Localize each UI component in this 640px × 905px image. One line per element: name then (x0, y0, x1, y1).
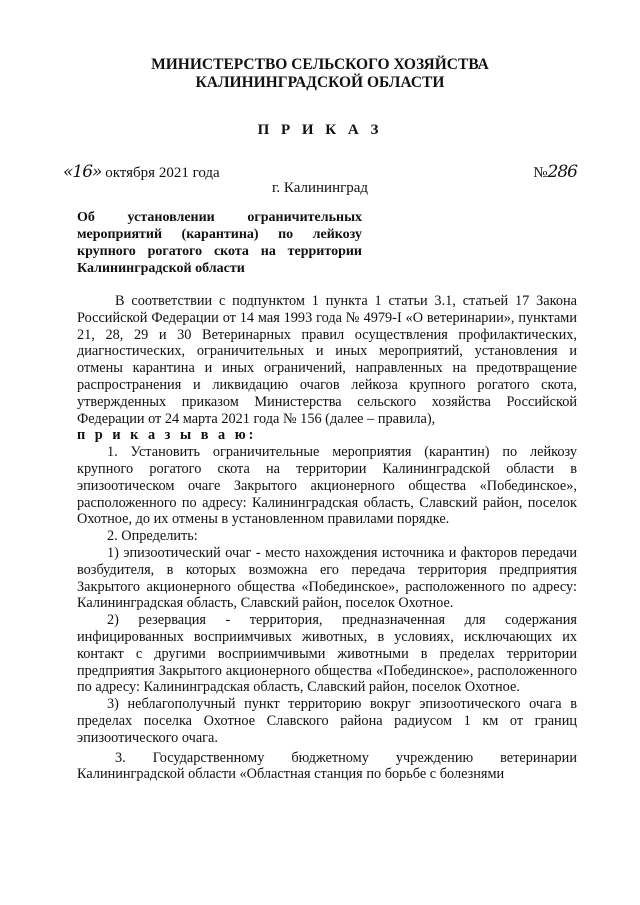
order-title: Об установлении ограничительных мероприятий (карантина) по лейкозу крупного рогатого скота на территории Калининградской области (77, 210, 362, 276)
order-word: п р и к а з ы в а ю: (77, 427, 257, 444)
item-2-1: 1) эпизоотический очаг - место нахождения источника и факторов передачи возбудителя, в которых возможна его передача территория предприятия Закрытого акционерного общества «Побединское», расположенного по адресу: Калининградская область, Славский район, поселок Охотное. (77, 544, 577, 612)
ministry-line-2: КАЛИНИНГРАДСКОЙ ОБЛАСТИ (195, 74, 445, 91)
item-1: 1. Установить ограничительные мероприятия (карантин) по лейкозу крупного рогатого скота на территории Калининградской области в эпизоотическом очаге Закрытого акционерного общества «Побединское», расположенного по адресу: Калининградская область, Славский район, поселок Охотное, до их отмены в установленном правилами порядке. (77, 444, 577, 528)
number-sign: № (533, 165, 548, 181)
item-2-3: 3) неблагополучный пункт территорию вокруг эпизоотического очага в пределах поселка Охотное Славского района радиусом 1 км от границ эпизоотического очага. (77, 696, 577, 746)
order-date (63, 162, 220, 182)
item-3: 3. Государственному бюджетному учреждению ветеринарии Калининградской области «Областная станция по борьбе с болезнями (77, 749, 577, 783)
ministry-line-1: МИНИСТЕРСТВО СЕЛЬСКОГО ХОЗЯЙСТВА (151, 56, 489, 73)
handwritten-day: «16» (63, 162, 102, 182)
order-city: г. Калининград (271, 180, 369, 196)
handwritten-number: 286 (547, 162, 577, 182)
preamble-paragraph: В соответствии с подпунктом 1 пункта 1 статьи 3.1, статьей 17 Закона Российской Федерации от 14 мая 1993 года № 4979-I «О ветеринарии», пунктами 21, 28, 29 и 30 Ветеринарных правил осуществления профилактических, диагностических, ограничительных и иных мероприятий, установления и отмены карантина и иных ограничений, направленных на предотвращение распространения и ликвидацию очагов лейкоза крупного рогатого скота, утвержденных приказом Министерства сельского хозяйства Российской Федерации от 24 марта 2021 года № 156 (далее – правила), (77, 293, 577, 427)
ministry-header (0, 56, 640, 92)
item-2: 2. Определить: (107, 528, 198, 545)
date-text: октября 2021 года (101, 165, 220, 181)
order-body (77, 293, 577, 783)
item-2-2: 2) резервация - территория, предназначенная для содержания инфицированных восприимчивых животных, в условиях, исключающих их контакт с другими восприимчивыми животными в пределах территории предприятия Закрытого акционерного общества «Побединское», расположенного по адресу: Калининградская область, Славский район, поселок Охотное. (77, 612, 577, 696)
order-number (533, 162, 577, 182)
document-type: П Р И К А З (257, 122, 383, 138)
